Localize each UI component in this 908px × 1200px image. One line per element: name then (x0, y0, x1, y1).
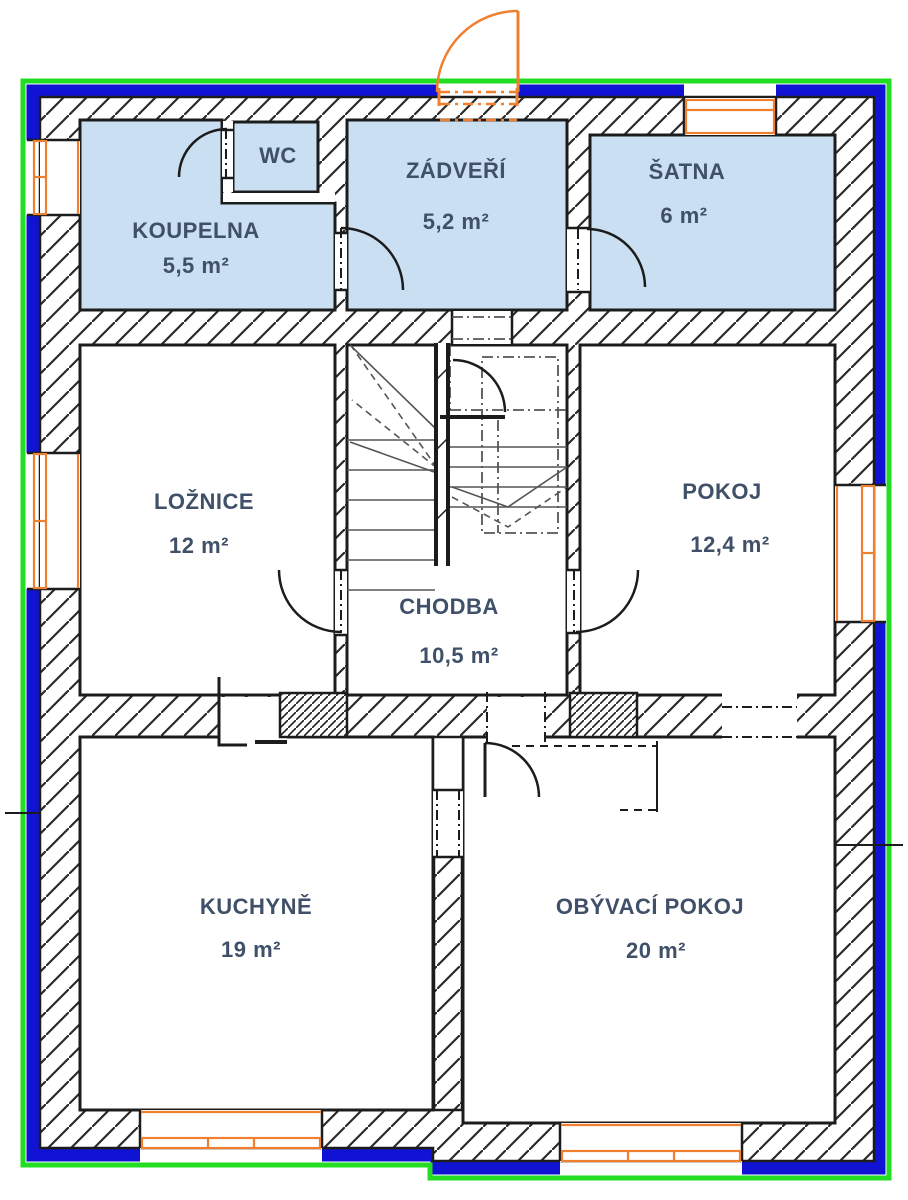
room-label-satna: ŠATNA (648, 159, 726, 184)
room-label-zadveri: ZÁDVEŘÍ (405, 158, 507, 183)
chimney-right (570, 693, 637, 737)
room-area-satna: 6 m² (660, 203, 708, 228)
room-label-pokoj: POKOJ (682, 479, 762, 504)
room-area-loznice: 12 m² (169, 533, 229, 558)
room-label-wc: WC (259, 143, 297, 168)
room-label-kuchyne: KUCHYNĚ (199, 894, 313, 919)
room-label-loznice: LOŽNICE (153, 489, 255, 514)
room-area-obyvaci-pokoj: 20 m² (626, 938, 686, 963)
room-loznice (80, 345, 335, 695)
room-label-koupelna: KOUPELNA (132, 218, 260, 243)
room-kuchyne (80, 737, 433, 1110)
chimney-left (280, 693, 347, 737)
room-pokoj (580, 345, 835, 695)
room-label-chodba: CHODBA (399, 594, 499, 619)
room-area-zadveri: 5,2 m² (422, 209, 490, 234)
room-area-kuchyne: 19 m² (221, 937, 281, 962)
room-area-pokoj: 12,4 m² (690, 532, 770, 557)
room-area-koupelna: 5,5 m² (162, 253, 230, 278)
room-area-chodba: 10,5 m² (419, 643, 499, 668)
room-label-obyvaci-pokoj: OBÝVACÍ POKOJ (555, 894, 745, 919)
room-obyvaci-pokoj (463, 737, 835, 1123)
